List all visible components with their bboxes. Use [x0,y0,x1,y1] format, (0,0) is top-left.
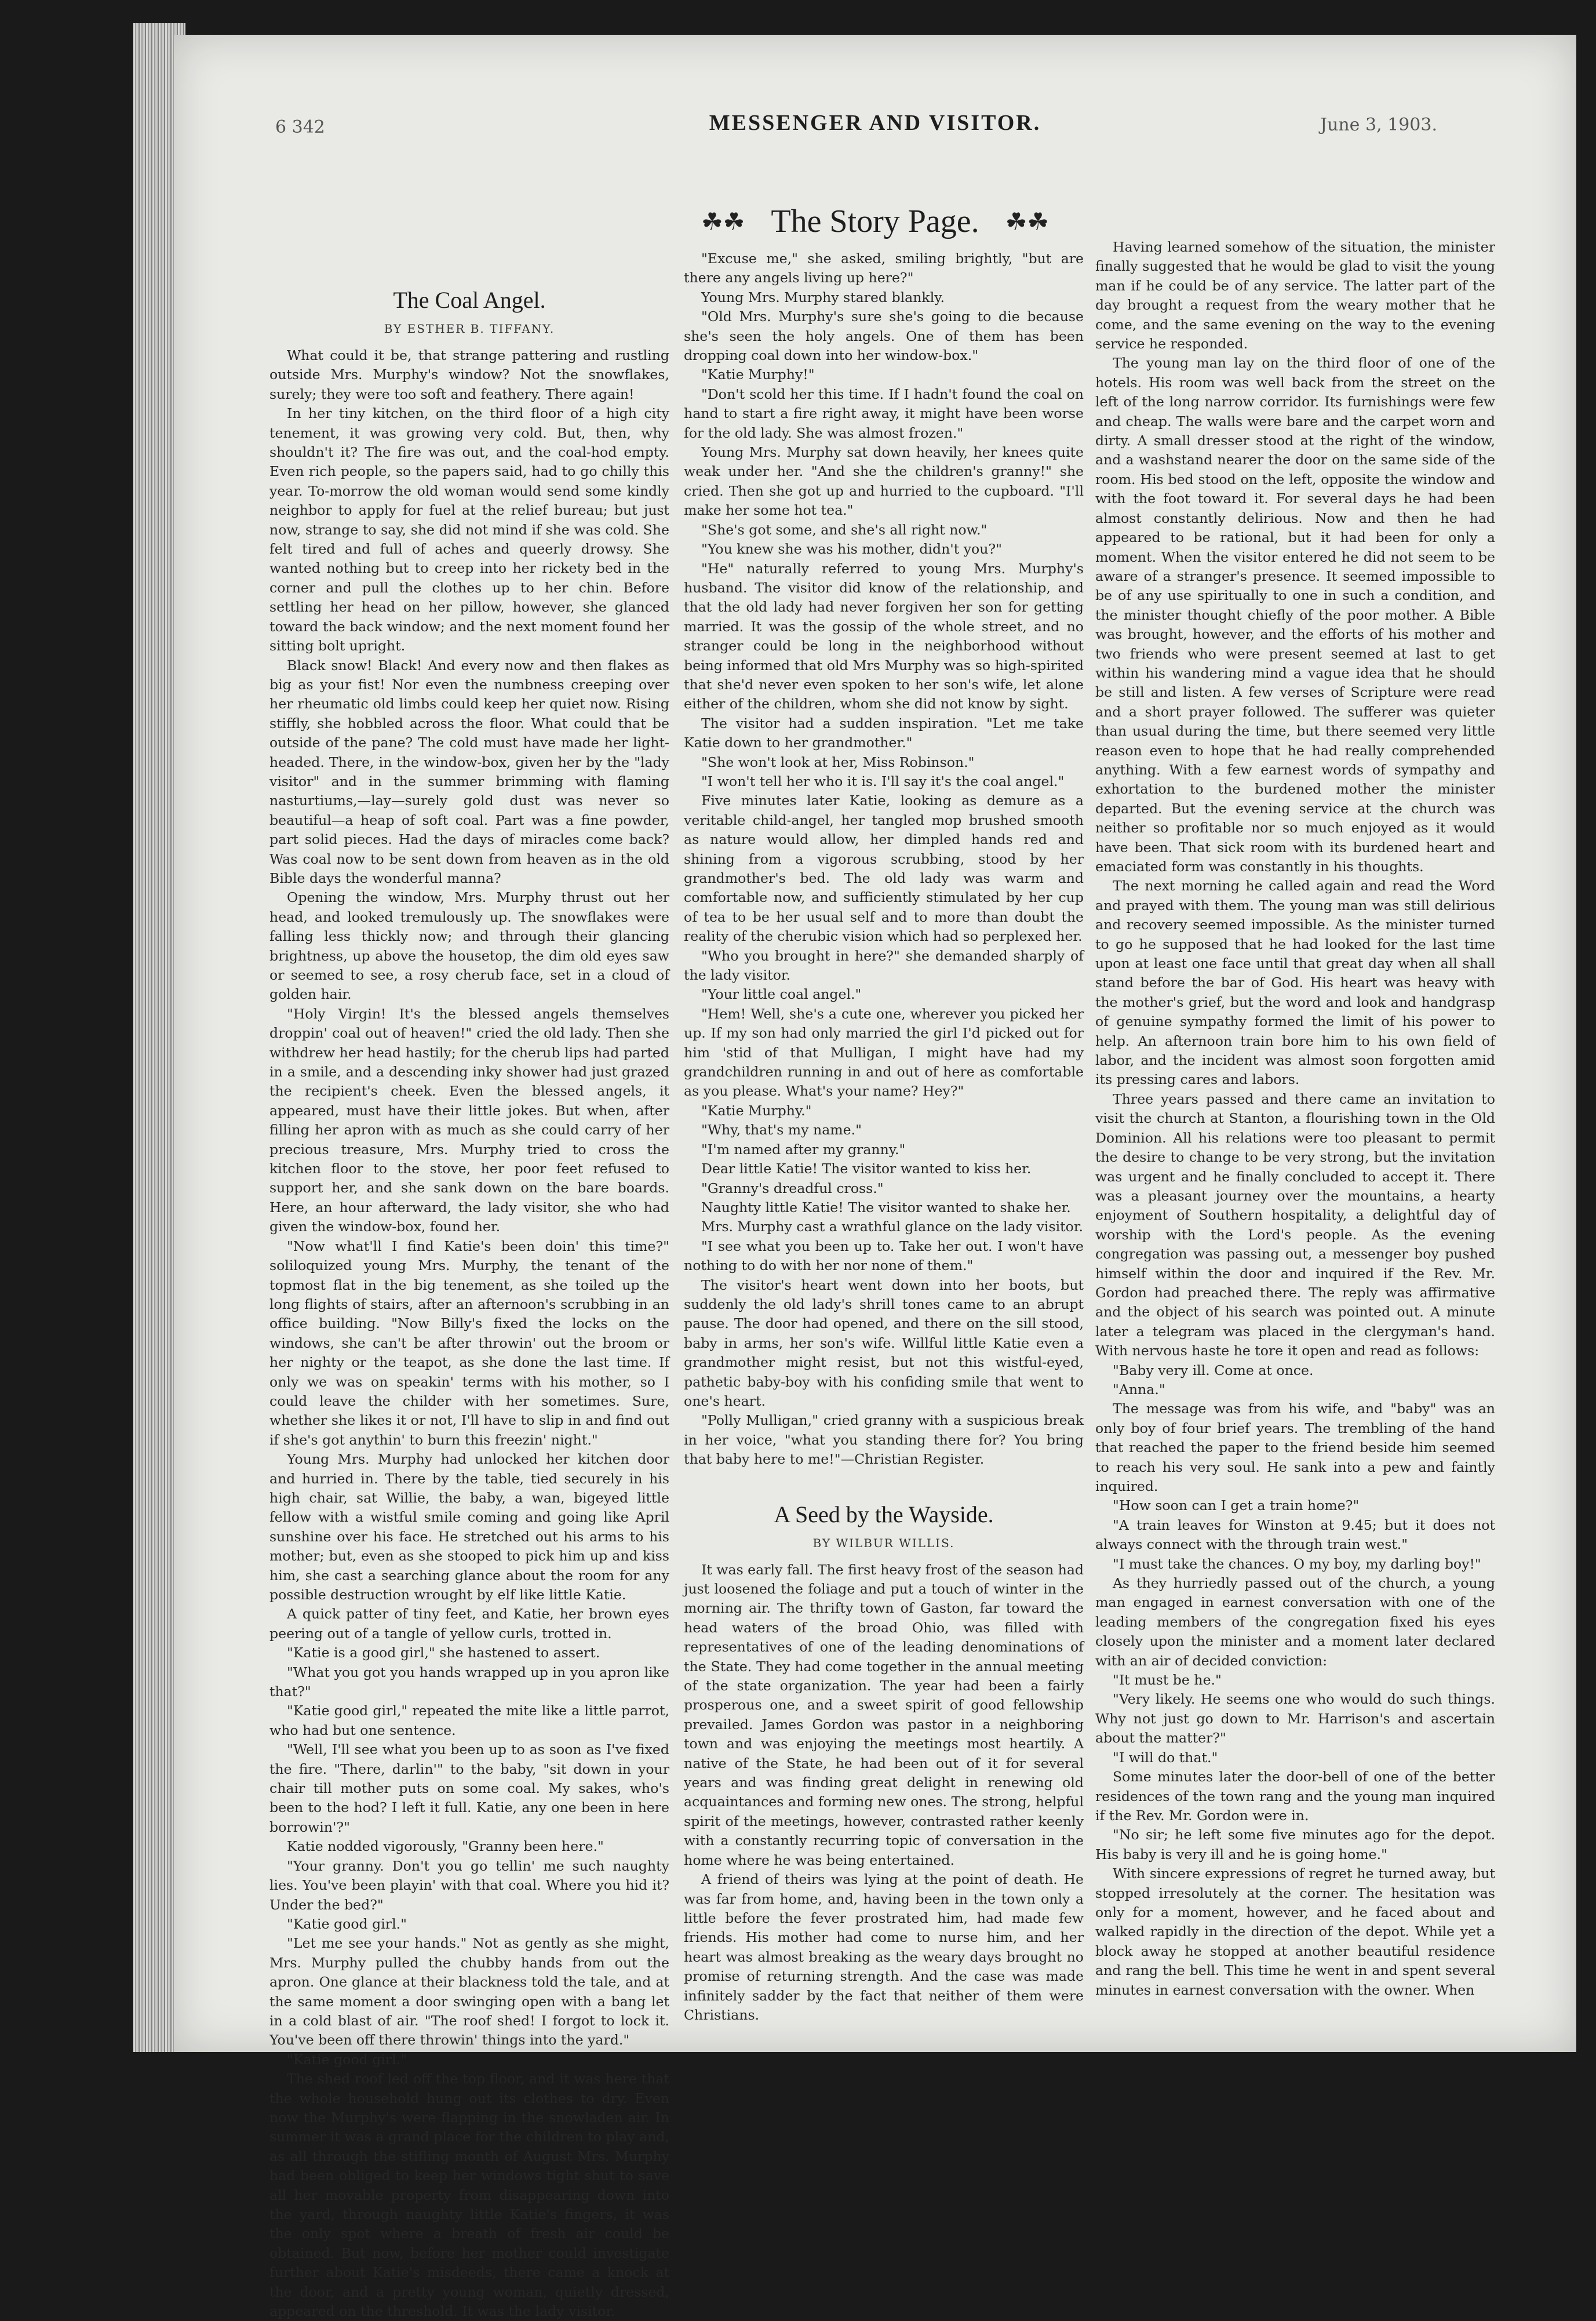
column-2 [684,249,1084,2023]
story-paragraph: "You knew she was his mother, didn't you?" [701,541,1002,558]
story-paragraph: "Baby very ill. Come at once. [1113,1362,1314,1378]
story-paragraph: "Katie good girl." [287,2051,407,2068]
story-paragraph: "Who you brought in here?" she demanded sharply of the lady visitor. [684,947,1084,984]
story-paragraph: As they hurriedly passed out of the church, a young man engaged in earnest conversation with one of the leading members of the congregation fixed his eyes closely upon the minister and a moment later declared with an air of decided conviction: [1095,1575,1495,1669]
story-paragraph: "Your little coal angel." [701,986,862,1003]
story-paragraph: "Now what'll I find Katie's been doin' this time?" soliloquized young Mrs. Murphy, the tenant of the topmost flat in the big tenement, as she toiled up the long flights of stairs, after an afternoon's scrubbing in an office building. "Now Billy's fixed the locks on the windows, she can't be after throwin' out the broom or her nighty or the teapot, as she done the last time. If only we was on speakin' terms with his mother, so I could leave the childer with her sometimes. Sure, whether she likes it or not, I'll have to slip in and find out if she's got anythin' to burn this freezin' night." [269,1238,669,1448]
story-paragraph: "Katie good girl." [287,1915,407,1932]
story-paragraph: "What you got you hands wrapped up in you apron like that?" [269,1664,669,1700]
issue-date: June 3, 1903. [1320,115,1437,135]
page-number: 6 342 [275,117,325,137]
section-title: The Story Page. [771,203,979,239]
story-paragraph: The message was from his wife, and "baby" was an only boy of four brief years. The trembling of the hand that reached the paper to the friend beside him seemed to reach his very soul. He sank into a pew and faintly inquired. [1095,1400,1495,1494]
story-paragraph: The shed roof led off the top floor, and it was here that the whole household hung out its clothes to dry. Even now the Murphy's were flapping in the snowladen air. In summer it was a grand place for the children to play and, as all through the stifling month of August Mrs. Murphy had been obliged to keep her windows tight shut to save all her movable property from disappearing down into the yard, through naughty little Katie's fingers, it was the only spot where a breath of fresh air could be obtained. But now, before her mother could investigate further about Katie's misdeeds, there came a knock at the door, and a pretty young woman, quietly dressed, appeared on the threshold. It was the lady visitor. [269,2071,669,2320]
story-gap [684,1469,1084,1493]
story-paragraph: "Don't scold her this time. If I hadn't found the coal on hand to start a fire right away, it might have been worse for the old lady. She was almost frozen." [684,385,1084,441]
story-paragraph: Five minutes later Katie, looking as demure as a veritable child-angel, her tangled mop brushed smooth as nature would allow, her dimpled hands red and shining from a vigorous scrubbing, stood by her grandmother's bed. The old lady was warm and comfortable now, and sufficiently stimulated by her cup of tea to be her usual self and to more than doubt the reality of the cherubic vision which had so perplexed her. [684,792,1084,945]
masthead: MESSENGER AND VISITOR. [709,111,1041,135]
story-paragraph: Having learned somehow of the situation, the minister finally suggested that he would be glad to visit the young man if he could be of any service. The latter part of the day brought a request from the weary mother that he come, and the same evening on the way to the evening service he responded. [1095,239,1495,352]
story-paragraph: "Hem! Well, she's a cute one, wherever you picked her up. If my son had only married the girl I'd picked out for him 'stid of that Mulligan, I might have had my grandchildren running in and out of here as comfortable as you please. What's your name? Hey?" [684,1005,1084,1100]
clover-leaf-icon: ☘☘ [701,207,745,236]
story-paragraph: Young Mrs. Murphy had unlocked her kitchen door and hurried in. There by the table, tied securely in his high chair, sat Willie, the baby, a wan, bigeyed little fellow with a wistful smile coming and going like April sunshine over his face. He stretched out his arms to his mother; but, even as she stooped to pick him up and kiss him, she cast a searching glance about the room for any possible destruction wrought by elf like little Katie. [269,1451,669,1603]
story-paragraph: "Katie good girl," repeated the mite like a little parrot, who had but one sentence. [269,1702,669,1738]
story-paragraph: "I won't tell her who it is. I'll say it's the coal angel." [701,773,1065,790]
story-paragraph: "Well, I'll see what you been up to as soon as I've fixed the fire. "There, darlin'" to the baby, "sit down in your chair till mother puts on some coal. My sakes, who's been to the hod? I left it full. Katie, any one been in here borrowin'?" [269,1741,669,1835]
story-paragraph: "A train leaves for Winston at 9.45; but it does not always connect with the through train west." [1095,1516,1495,1553]
story-paragraph: "I see what you been up to. Take her out. I won't have nothing to do with her nor none of them." [684,1238,1084,1274]
story-paragraph: "She won't look at her, Miss Robinson." [701,754,975,770]
story-title: A Seed by the Wayside. [774,1501,994,1527]
story-paragraph: In her tiny kitchen, on the third floor of a high city tenement, it was growing very cold. But, then, why shouldn't it? The fire was out, and the coal-hod empty. Even rich people, so the papers said, had to go chilly this year. To-morrow the old woman would send some kindly neighbor to apply for fuel at the relief bureau; but just now, strange to say, she did not mind if she was cold. She felt tired and full of aches and queerly drowsy. She wanted nothing but to creep into her rickety bed in the corner and pull the clothes up to her chin. Before settling her head on her pillow, however, she glanced toward the back window; and the next moment found her sitting bolt upright. [269,405,669,654]
clover-leaf-icon: ☘☘ [1005,207,1050,236]
page-header [174,110,1576,145]
column-1 [269,278,669,2320]
story-paragraph: "It must be he." [1113,1672,1222,1689]
story-byline: BY WILBUR WILLIS. [812,1536,955,1550]
story-paragraph: Katie nodded vigorously, "Granny been here." [287,1838,604,1855]
story-paragraph: "Why, that's my name." [701,1122,862,1138]
story-paragraph: With sincere expressions of regret he turned away, but stopped irresolutely at the corner. The hesitation was only for a moment, however, and he faced about and walked rapidly in the direction of the depot. While yet a block away he stopped at another beautiful residence and rang the bell. This time he went in and spent several minutes in earnest conversation with the owner. When [1095,1865,1495,1998]
story-paragraph: Opening the window, Mrs. Murphy thrust out her head, and looked tremulously up. The snowflakes were falling less thickly now; and through their glancing brightness, up above the housetop, the dim old eyes saw or seemed to see, a rosy cherub face, set in a cloud of golden hair. [269,889,669,1003]
story-paragraph: "Katie is a good girl," she hastened to assert. [287,1645,600,1661]
story-paragraph: Young Mrs. Murphy sat down heavily, her knees quite weak under her. "And she the children's granny!" she cried. Then she got up and hurried to the cupboard. "I'll make her some hot tea." [684,444,1084,519]
story-paragraph: It was early fall. The first heavy frost of the season had just loosened the foliage and put a touch of winter in the morning air. The thrifty town of Gaston, far toward the head waters of the broad Ohio, was filled with representatives of one of the leading denominations of the State. They had come together in the annual meeting of the state organization. The year had been a fairly prosperous one, and a sweet spirit of good fellowship prevailed. James Gordon was pastor in a neighboring town and was enjoying the meetings most heartily. A native of the State, he had been out of it for several years and was finding great delight in renewing old acquaintances and forming new ones. The strong, helpful spirit of the meetings, however, contrasted rather keenly with a constantly recurring topic of conversation in the home where he was being entertained. [684,1561,1084,1868]
story-paragraph: "How soon can I get a train home?" [1113,1497,1360,1514]
story-paragraph: Three years passed and there came an invitation to visit the church at Stanton, a flourishing town in the Old Dominion. All his relations were too pleasant to permit the desire to change to be very strong, but the invitation was urgent and he finally concluded to accept it. There was a pleasant journey over the mountains, a hearty enjoyment of Southern hospitality, a delightful day of worship with the Lord's people. As the evening congregation was passing out, a messenger boy pushed himself within the door and inquired if the Rev. Mr. Gordon had preached there. The reply was affirmative and the object of his search was pointed out. A minute later a telegram was placed in the clergyman's hand. With nervous haste he tore it open and read as follows: [1095,1090,1495,1359]
story-paragraph: "Old Mrs. Murphy's sure she's going to die because she's seen the holy angels. One of them has been dropping coal down into her window-box." [684,308,1084,364]
story-paragraph: The young man lay on the third floor of one of the hotels. His room was well back from the street on the left of the long narrow corridor. Its furnishings were few and cheap. The walls were bare and the carpet worn and dirty. A small dresser stood at the right of the window, and a washstand nearer the door on the same side of the room. His bed stood on the left, opposite the window and with the foot toward it. For several days he had been almost constantly delirious. Now and then he had appeared to be rational, but it had been for only a moment. When the visitor entered he did not seem to be aware of a stranger's presence. It seemed impossible to be of any use spiritually to one in such a condition, and the minister thought chiefly of the poor mother. A Bible was brought, however, and the efforts of his mother and two friends who were present seemed at last to get within his wandering mind a vague idea that he should be still and listen. A few verses of Scripture were read and a short prayer followed. The sufferer was quieter than usual during the time, but there seemed very little reason even to hope that he had really comprehended anything. With a few earnest words of sympathy and exhortation to the burdened mother the minister departed. But the evening service at the church was neither so profitable nor so much enjoyed as it would have been. That sick room with its burdened heart and emaciated form was constantly in his thoughts. [1095,355,1495,875]
story-paragraph: "No sir; he left some five minutes ago for the depot. His baby is very ill and he is going home." [1095,1827,1495,1862]
story-paragraph: "Polly Mulligan," cried granny with a suspicious break in her voice, "what you standing there for? You bring that baby here to me!"—Christian Register. [684,1412,1084,1468]
story-paragraph: The visitor had a sudden inspiration. "Let me take Katie down to her grandmother." [684,715,1084,751]
column-3 [1095,238,1495,2000]
story-paragraph: "Anna." [1113,1381,1165,1398]
story-paragraph: "Katie Murphy!" [701,366,815,383]
story-paragraph: "I must take the chances. O my boy, my darling boy!" [1113,1555,1481,1572]
story-byline: BY ESTHER B. TIFFANY. [384,322,555,336]
story-paragraph: What could it be, that strange pattering and rustling outside Mrs. Murphy's window? Not the snowflakes, surely; they were too soft and feathery. There again! [269,347,669,402]
story-paragraph: "I'm named after my granny." [701,1141,906,1158]
story-title: The Coal Angel. [393,287,546,313]
story-paragraph: "Excuse me," she asked, smiling brightly, "but are there any angels living up here?" [684,250,1084,286]
story-paragraph: Young Mrs. Murphy stared blankly. [701,289,945,305]
story-paragraph: The next morning he called again and read the Word and prayed with them. The young man was still delirious and recovery seemed impossible. As the minister turned to go he supposed that he had looked for the last time upon at least one face until that great day when all shall stand before the bar of God. His heart was heavy with the mother's grief, but the word and look and handgrasp of genuine sympathy formed the limit of his power to help. An afternoon train bore him to his own field of labor, and the incident was almost soon forgotten amid its pressing cares and labors. [1095,878,1495,1088]
story-paragraph: "He" naturally referred to young Mrs. Murphy's husband. The visitor did know of the relationship, and that the old lady had never forgiven her son for getting married. It was the gossip of the whole street, and no stranger could be long in the neighborhood without being informed that old Mrs Murphy was so high-spirited that she'd never even spoken to her son's wife, let alone either of the children, whom she did not know by sight. [684,560,1084,712]
story-paragraph: The visitor's heart went down into her boots, but suddenly the old lady's shrill tones came to an abrupt pause. The door had opened, and there on the sill stood, baby in arms, her son's wife. Willful little Katie even a grandmother might resist, but not this wistful-eyed, pathetic baby-boy with his confiding smile that went to one's heart. [684,1276,1084,1409]
story-paragraph: Mrs. Murphy cast a wrathful glance on the lady visitor. [701,1218,1083,1235]
story-paragraph: Naughty little Katie! The visitor wanted to shake her. [701,1199,1071,1216]
newspaper-page [174,35,1576,2320]
story-paragraph: A quick patter of tiny feet, and Katie, her brown eyes peering out of a tangle of yellow curls, trotted in. [269,1606,669,1642]
story-paragraph: "Very likely. He seems one who would do such things. Why not just go down to Mr. Harrison's and ascertain about the matter?" [1095,1691,1495,1747]
story-paragraph: A friend of theirs was lying at the point of death. He was far from home, and, having been in the town only a little before the fever prostrated him, had made few friends. His mother had come to nurse him, and her heart was almost breaking as the weary days brought no promise of returning strength. And the case was made infinitely sadder by the fact that neither of them were Christians. [684,1871,1084,2023]
story-paragraph: "Granny's dreadful cross." [701,1180,884,1196]
story-paragraph: "Your granny. Don't you go tellin' me such naughty lies. You've been playin' with that coal. Where you hid it? Under the bed?" [269,1857,669,1913]
story-paragraph: Black snow! Black! And every now and then flakes as big as your fist! Nor even the numbness creeping over her rheumatic old limbs could keep her quiet now. Rising stiffly, she hobbled across the floor. What could that be outside of the pane? The cold must have made her light-headed. There, in the window-box, given her by the "lady visitor" and in the summer brimming with flaming nasturtiums,—lay—surely gold dust was never so beautiful—a heap of soft coal. Part was a fine powder, part solid pieces. Had the days of miracles come back? Was coal now to be sent down from heaven as in the old Bible days the wonderful manna? [269,657,669,886]
story-paragraph: Dear little Katie! The visitor wanted to kiss her. [701,1160,1032,1177]
story-paragraph: "Katie Murphy." [701,1102,812,1119]
story-paragraph: "Let me see your hands." Not as gently as she might, Mrs. Murphy pulled the chubby hands from out the apron. One glance at their blackness told the tale, and at the same moment a door swinging open with a bang let in a cold blast of air. "The roof shed! I forgot to lock it. You've been off there throwin' things into the yard." [269,1935,669,2049]
story-paragraph: "I will do that." [1113,1749,1218,1766]
story-paragraph: "She's got some, and she's all right now." [701,521,988,538]
story-paragraph: Some minutes later the door-bell of one of the better residences of the town rang and the young man inquired if the Rev. Mr. Gordon were in. [1095,1769,1495,1824]
story-paragraph: "Holy Virgin! It's the blessed angels themselves droppin' coal out of heaven!" cried the old lady. Then she withdrew her head hastily; for the cherub lips had parted in a smile, and a descending inky shower had just grazed the recipient's cheek. Even the blessed angels, it appeared, must have their little jokes. But when, after filling her apron with as much as she could carry of her precious treasure, Mrs. Murphy tried to cross the kitchen floor to the stove, her poor feet refused to support her, and she sank down on the bare boards. Here, an hour afterward, the lady visitor, she who had given the window-box, found her. [269,1005,669,1235]
